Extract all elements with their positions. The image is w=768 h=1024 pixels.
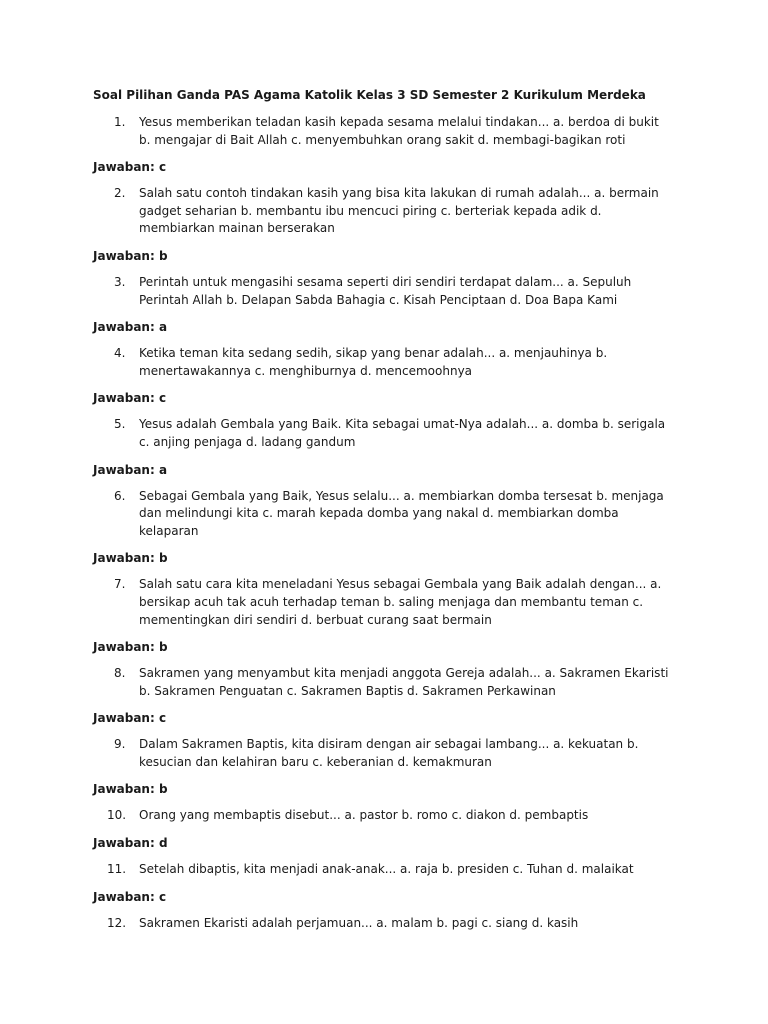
answer-label: Jawaban: c [93, 711, 167, 726]
question-text: Sakramen yang menyambut kita menjadi anggota Gereja adalah... a. Sakramen Ekaristi b. Sakramen Penguatan c. Sakramen Baptis d. Sakramen Perkawinan [139, 666, 669, 698]
answer-label: Jawaban: a [93, 320, 168, 335]
document-title: Soal Pilihan Ganda PAS Agama Katolik Kelas 3 SD Semester 2 Kurikulum Merdeka [93, 88, 646, 102]
question-number: 6. [114, 488, 126, 503]
question-item [93, 861, 673, 879]
question-item [93, 807, 673, 825]
question-item [93, 274, 673, 309]
answer-label: Jawaban: c [93, 391, 167, 406]
question-text: Ketika teman kita sedang sedih, sikap yang benar adalah... a. menjauhinya b. menertawakannya c. menghiburnya d. mencemoohnya [139, 346, 608, 378]
answer-label: Jawaban: c [93, 160, 167, 175]
answer-label: Jawaban: b [93, 551, 168, 566]
answer-label: Jawaban: b [93, 782, 168, 797]
question-text: Yesus memberikan teladan kasih kepada sesama melalui tindakan... a. berdoa di bukit b. mengajar di Bait Allah c. menyembuhkan orang sakit d. membagi-bagikan roti [139, 115, 659, 147]
question-number: 4. [114, 346, 126, 361]
question-number: 2. [114, 186, 126, 201]
question-item [93, 665, 673, 700]
question-text: Setelah dibaptis, kita menjadi anak-anak... a. raja b. presiden c. Tuhan d. malaikat [139, 862, 634, 877]
question-item [93, 416, 673, 451]
question-text: Salah satu cara kita meneladani Yesus sebagai Gembala yang Baik adalah dengan... a. bersikap acuh tak acuh terhadap teman b. saling menjaga dan membantu teman c. mementingkan diri sendiri d. berbuat curang saat bermain [139, 577, 662, 627]
question-number: 12. [107, 915, 127, 930]
question-text: Salah satu contoh tindakan kasih yang bisa kita lakukan di rumah adalah... a. bermain gadget seharian b. membantu ibu mencuci piring c. berteriak kepada adik d. membiarkan mainan berserakan [139, 186, 659, 236]
question-number: 10. [107, 808, 127, 823]
question-item [93, 576, 673, 629]
question-text: Yesus adalah Gembala yang Baik. Kita sebagai umat-Nya adalah... a. domba b. serigala c. anjing penjaga d. ladang gandum [139, 417, 666, 449]
question-number: 8. [114, 666, 126, 681]
answer-label: Jawaban: c [93, 889, 167, 904]
answer-label: Jawaban: b [93, 640, 168, 655]
question-item [93, 345, 673, 380]
answer-label: Jawaban: d [93, 836, 168, 851]
question-number: 5. [114, 417, 126, 432]
question-item [93, 114, 673, 149]
question-number: 9. [114, 737, 126, 752]
answer-label: Jawaban: a [93, 462, 168, 477]
question-number: 3. [114, 274, 126, 289]
question-item [93, 185, 673, 238]
question-text: Sebagai Gembala yang Baik, Yesus selalu... a. membiarkan domba tersesat b. menjaga dan melindungi kita c. marah kepada domba yang nakal d. membiarkan domba kelaparan [139, 488, 664, 538]
question-item [93, 488, 673, 541]
document-content [93, 86, 673, 932]
question-number: 1. [114, 115, 126, 129]
question-item [93, 915, 673, 933]
answer-label: Jawaban: b [93, 248, 168, 263]
question-number: 11. [107, 862, 127, 877]
question-text: Sakramen Ekaristi adalah perjamuan... a. malam b. pagi c. siang d. kasih [139, 915, 579, 930]
question-number: 7. [114, 577, 126, 592]
question-text: Orang yang membaptis disebut... a. pastor b. romo c. diakon d. pembaptis [139, 808, 589, 823]
question-text: Perintah untuk mengasihi sesama seperti diri sendiri terdapat dalam... a. Sepuluh Perintah Allah b. Delapan Sabda Bahagia c. Kisah Penciptaan d. Doa Bapa Kami [139, 274, 632, 307]
question-item [93, 736, 673, 771]
question-text: Dalam Sakramen Baptis, kita disiram dengan air sebagai lambang... a. kekuatan b. kesucian dan kelahiran baru c. keberanian d. kemakmuran [139, 737, 639, 769]
